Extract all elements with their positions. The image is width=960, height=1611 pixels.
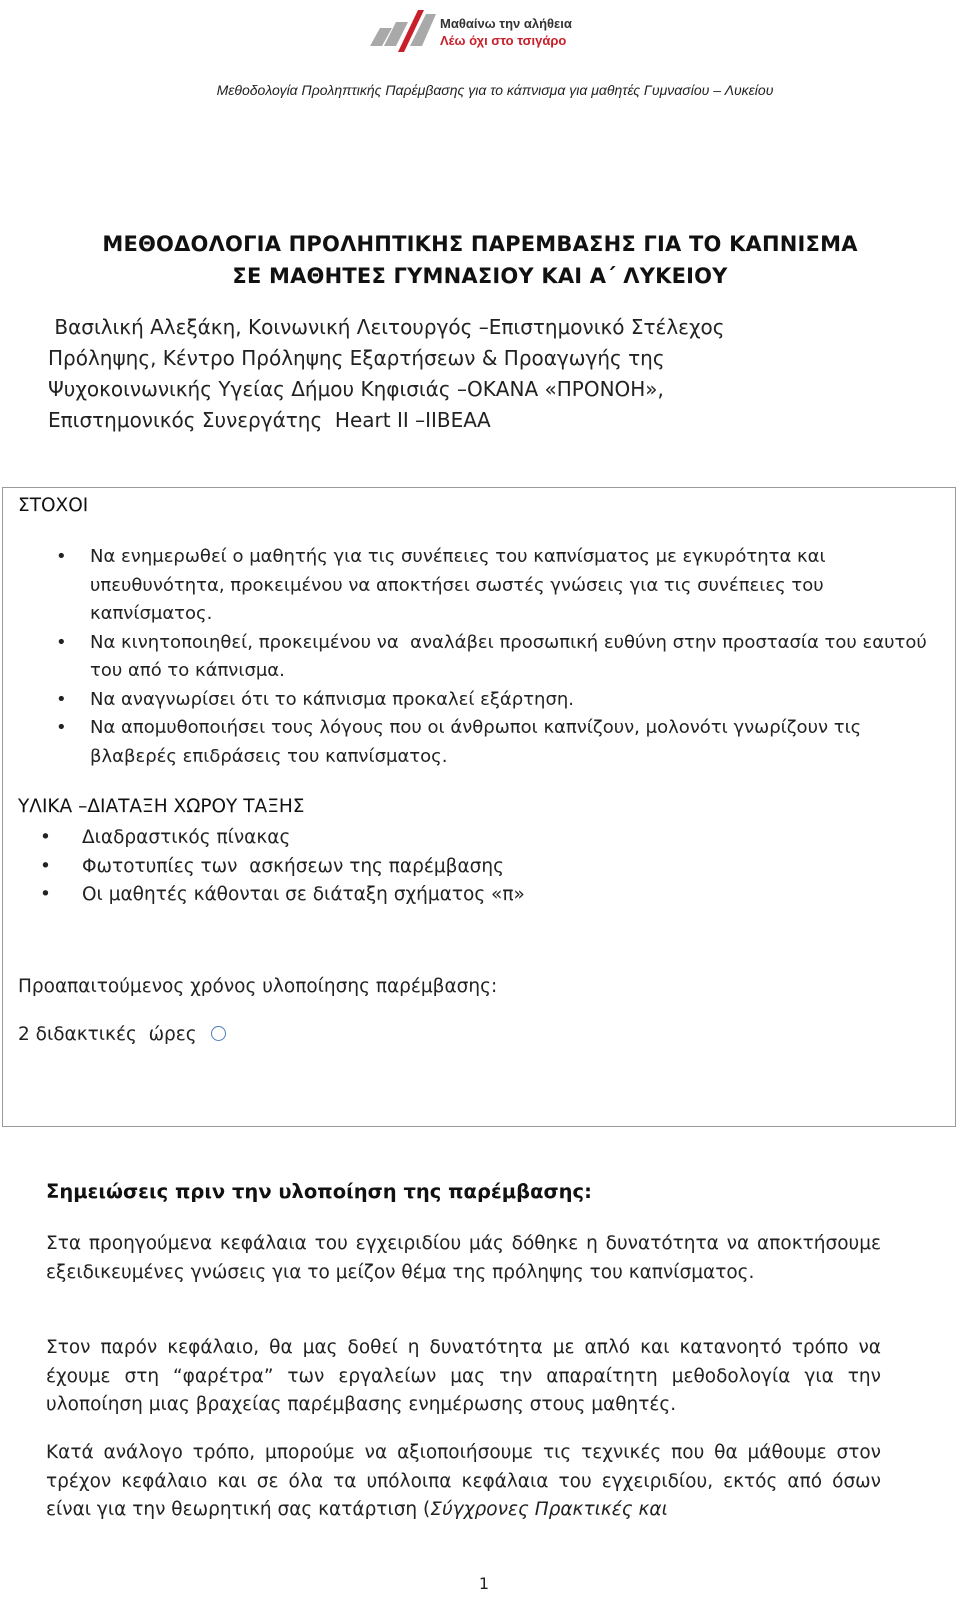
time-label: Προαπαιτούμενος χρόνος υλοποίησης παρέμβασης: (18, 976, 498, 997)
logo-stripes (370, 6, 590, 56)
goal-text: Να αναγνωρίσει ότι το κάπνισμα προκαλεί εξάρτηση. (90, 688, 575, 710)
material-text: Διαδραστικός πίνακας (82, 827, 291, 848)
author-line: Επιστημονικός Συνεργάτης Heart II –ΙΙΒΕΑΑ (48, 408, 491, 432)
materials-list (40, 824, 920, 910)
goal-item (56, 686, 936, 715)
bullet-icon: • (40, 884, 51, 905)
goal-text: Να κινητοποιηθεί, προκειμένου να αναλάβει προσωπική ευθύνη στην προστασία του εαυτού του από το κάπνισμα. (90, 631, 933, 681)
title-line1: ΜΕΘΟΔΟΛΟΓΙΑ ΠΡΟΛΗΠΤΙΚΗΣ ΠΑΡΕΜΒΑΣΗΣ ΓΙΑ ΤΟ ΚΑΠΝΙΣΜΑ (102, 232, 858, 256)
bullet-icon: • (56, 631, 67, 653)
notes-paragraph-3-italic: Σύγχρονες Πρακτικές και (430, 1499, 668, 1520)
material-item (40, 881, 920, 910)
time-value: 2 διδακτικές ώρες (18, 1024, 197, 1045)
bullet-icon: • (40, 855, 51, 877)
time-value-row (18, 1024, 226, 1045)
author-line: Βασιλική Αλεξάκη, Κοινωνική Λειτουργός –Επιστημονικό Στέλεχος (48, 315, 725, 339)
bullet-icon: • (56, 546, 67, 567)
notes-paragraph-2: Στον παρόν κεφάλαιο, θα μας δοθεί η δυνατότητα με απλό και κατανοητό τρόπο να έχουμε στη “φαρέτρα” των εργαλείων μας την απαραίτητη μεθοδολογία για την υλοποίηση μιας βραχείας παρέμβασης ενημέρωσης στους μαθητές. (46, 1337, 881, 1415)
notes-paragraph-3 (46, 1439, 881, 1525)
material-item (40, 853, 920, 882)
goals-list (56, 543, 936, 771)
bullet-icon: • (56, 688, 67, 710)
author-line: Πρόληψης, Κέντρο Πρόληψης Εξαρτήσεων & Προαγωγής της (48, 346, 665, 370)
bullet-icon: • (40, 827, 51, 848)
author-line: Ψυχοκοινωνικής Υγείας Δήμου Κηφισιάς –ΟΚΑΝΑ «ΠΡΟΝΟΗ», (48, 377, 664, 401)
material-text: Οι μαθητές κάθονται σε διάταξη σχήματος «π» (82, 884, 525, 905)
notes-heading: Σημειώσεις πριν την υλοποίηση της παρέμβασης: (46, 1180, 592, 1203)
running-header: Μεθοδολογία Προληπτικής Παρέμβασης για το κάπνισμα για μαθητές Γυμνασίου – Λυκείου (216, 82, 774, 98)
goal-text: Να ενημερωθεί ο μαθητής για τις συνέπειες του καπνίσματος με εγκυρότητα και υπευθυνότητα, προκειμένου να αποκτήσει σωστές γνώσεις για τις συνέπειες του καπνίσματος. (90, 546, 826, 624)
logo-line1: Μαθαίνω την αλήθεια (440, 16, 572, 31)
bullet-icon: • (56, 717, 67, 738)
clock-icon (211, 1026, 226, 1041)
goal-item (56, 714, 936, 771)
notes-paragraph-3-text: Κατά ανάλογο τρόπο, μπορούμε να αξιοποιήσουμε τις τεχνικές που θα μάθουμε στον τρέχον κεφάλαιο και σε όλα τα υπόλοιπα κεφάλαια του εγχειριδίου, εκτός από όσων είναι για την θεωρητική σας κατάρτιση ( (46, 1442, 881, 1520)
goals-heading: ΣΤΟΧΟΙ (18, 495, 89, 516)
notes-paragraph-1: Στα προηγούμενα κεφάλαια του εγχειριδίου μάς δόθηκε η δυνατότητα να αποκτήσουμε εξειδικευμένες γνώσεις για το μείζον θέμα της πρόληψης του καπνίσματος. (46, 1233, 881, 1283)
material-item (40, 824, 920, 853)
materials-heading: ΥΛΙΚΑ –ΔΙΑΤΑΞΗ ΧΩΡΟΥ ΤΑΞΗΣ (18, 796, 305, 817)
goal-item (56, 629, 936, 686)
material-text: Φωτοτυπίες των ασκήσεων της παρέμβασης (82, 855, 504, 877)
title-line2: ΣΕ ΜΑΘΗΤΕΣ ΓΥΜΝΑΣΙΟΥ ΚΑΙ Α΄ ΛΥΚΕΙΟΥ (232, 264, 728, 288)
page-number: 1 (478, 1574, 490, 1593)
goal-text: Να απομυθοποιήσει τους λόγους που οι άνθρωποι καπνίζουν, μολονότι γνωρίζουν τις βλαβερές επιδράσεις του καπνίσματος. (90, 717, 862, 767)
logo-line2: Λέω όχι στο τσιγάρο (440, 33, 567, 48)
goal-item (56, 543, 936, 629)
author-block (48, 312, 848, 436)
